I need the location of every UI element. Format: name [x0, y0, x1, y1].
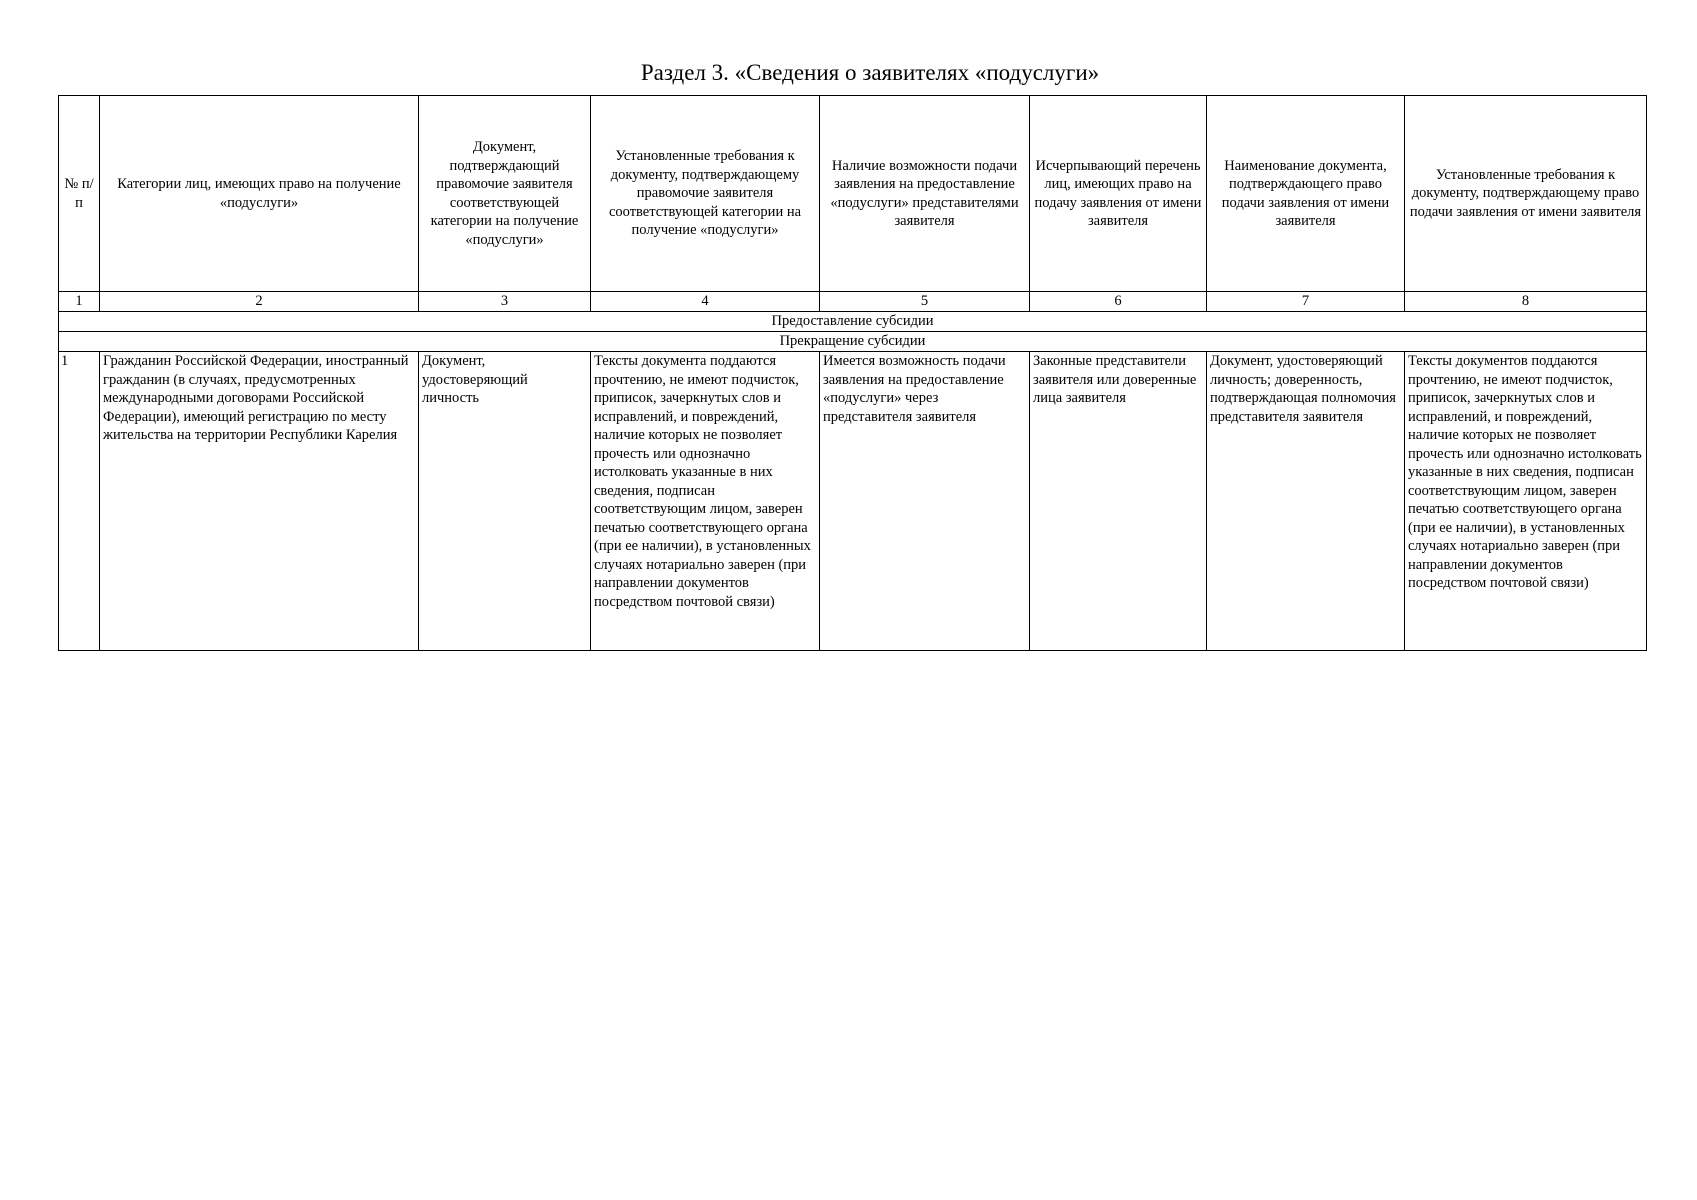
table-cell: Тексты документа поддаются прочтению, не имеют подчисток, приписок, зачеркнутых слов и исправлений, и повреждений, наличие которых не позволяет прочесть или однозначно истолковать указанные в них сведения, подписан соответствующим лицом, заверен печатью соответствующего органа (при ее наличии), в установленных случаях нотариально заверен (при направлении документов посредством почтовой связи)	[591, 352, 820, 651]
applicants-table	[58, 95, 1647, 651]
table-cell: 1	[59, 352, 100, 651]
section-title: Прекращение субсидии	[59, 332, 1647, 352]
column-number: 6	[1030, 292, 1207, 312]
column-number: 3	[419, 292, 591, 312]
column-number: 1	[59, 292, 100, 312]
table-cell: Документ, удостоверяющий личность	[419, 352, 591, 651]
table-cell: Документ, удостоверяющий личность; доверенность, подтверждающая полномочия представителя заявителя	[1207, 352, 1405, 651]
column-number-row	[59, 292, 1647, 312]
header-cell: № п/п	[59, 96, 100, 292]
section-row	[59, 332, 1647, 352]
table-cell: Законные представители заявителя или доверенные лица заявителя	[1030, 352, 1207, 651]
column-number: 5	[820, 292, 1030, 312]
column-number: 8	[1405, 292, 1647, 312]
table-cell: Имеется возможность подачи заявления на предоставление «подуслуги» через представителя заявителя	[820, 352, 1030, 651]
header-cell: Наличие возможности подачи заявления на предоставление «подуслуги» представителями заявителя	[820, 96, 1030, 292]
section-title: Предоставление субсидии	[59, 312, 1647, 332]
column-number: 4	[591, 292, 820, 312]
column-number: 2	[100, 292, 419, 312]
section-row	[59, 312, 1647, 332]
table-row	[59, 352, 1647, 651]
header-cell: Установленные требования к документу, подтверждающему правомочие заявителя соответствующей категории на получение «подуслуги»	[591, 96, 820, 292]
table-cell: Гражданин Российской Федерации, иностранный гражданин (в случаях, предусмотренных международными договорами Российской Федерации), имеющий регистрацию по месту жительства на территории Республики Карелия	[100, 352, 419, 651]
header-cell: Наименование документа, подтверждающего право подачи заявления от имени заявителя	[1207, 96, 1405, 292]
table-cell: Тексты документов поддаются прочтению, не имеют подчисток, приписок, зачеркнутых слов и исправлений, и повреждений, наличие которых не позволяет прочесть или однозначно истолковать указанные в них сведения, подписан соответствующим лицом, заверен печатью соответствующего органа (при ее наличии), в установленных случаях нотариально заверен (при направлении документов посредством почтовой связи)	[1405, 352, 1647, 651]
header-cell: Категории лиц, имеющих право на получение «подуслуги»	[100, 96, 419, 292]
header-cell: Установленные требования к документу, подтверждающему право подачи заявления от имени заявителя	[1405, 96, 1647, 292]
column-number: 7	[1207, 292, 1405, 312]
table-header-row	[59, 96, 1647, 292]
header-cell: Исчерпывающий перечень лиц, имеющих право на подачу заявления от имени заявителя	[1030, 96, 1207, 292]
page-title: Раздел 3. «Сведения о заявителях «подуслуги»	[640, 60, 1100, 85]
header-cell: Документ, подтверждающий правомочие заявителя соответствующей категории на получение «подуслуги»	[419, 96, 591, 292]
